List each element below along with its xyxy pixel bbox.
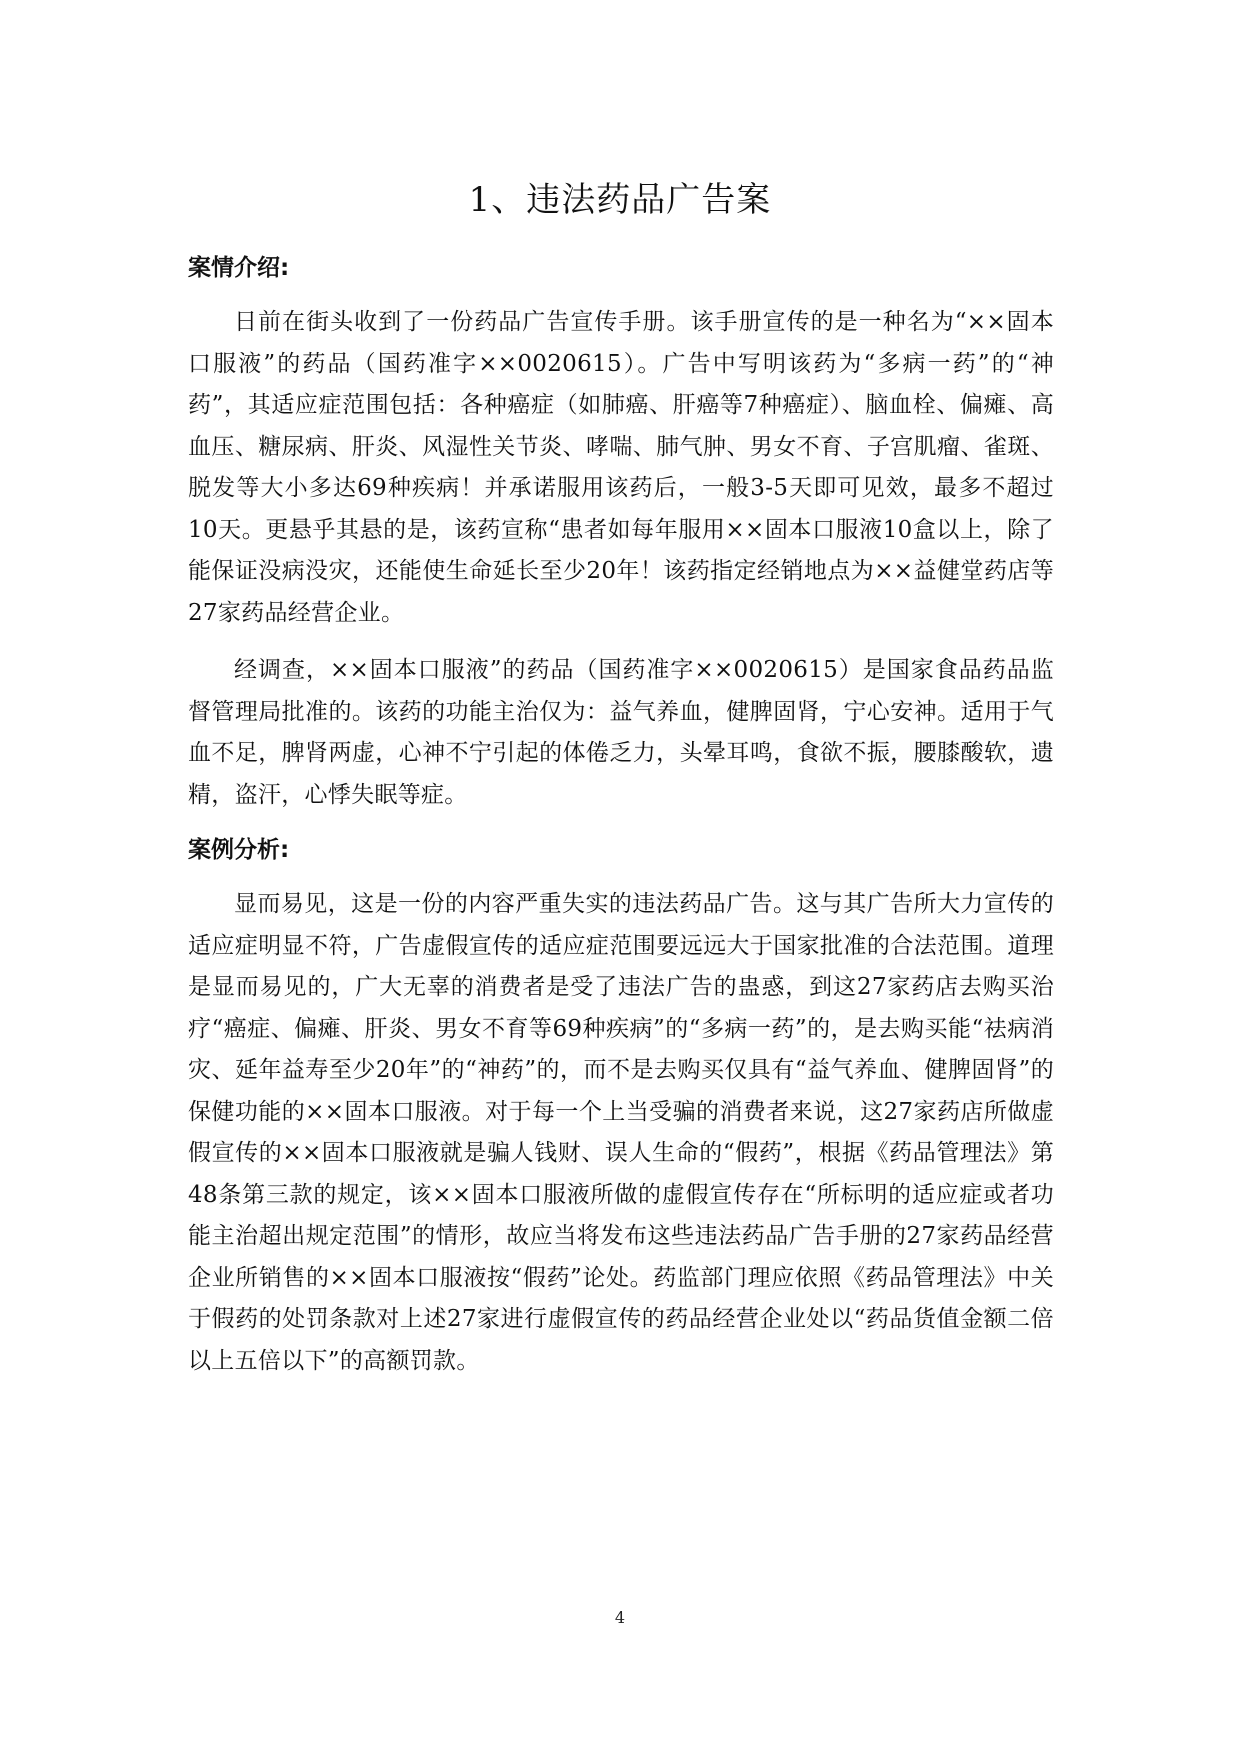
page-title: 1、违法药品广告案 bbox=[468, 180, 772, 220]
document-body bbox=[188, 248, 1054, 1398]
section-heading: 案情介绍: bbox=[188, 255, 290, 281]
paragraph: 日前在街头收到了一份药品广告宣传手册。该手册宣传的是一种名为“××固本口服液”的药品（国药准字××0020615）。广告中写明该药为“多病一药”的“神药”，其适应症范围包括：各种癌症（如肺癌、肝癌等7种癌症）、脑血栓、偏瘫、高血压、糖尿病、肝炎、风湿性关节炎、哮喘、肺气肿、男女不育、子宫肌瘤、雀斑、脱发等大小多达69种疾病！并承诺服用该药后，一般3-5天即可见效，最多不超过10天。更悬乎其悬的是，该药宣称“患者如每年服用××固本口服液10盒以上，除了能保证没病没灾，还能使生命延长至少20年！该药指定经销地点为××益健堂药店等27家药品经营企业。 bbox=[188, 309, 1054, 626]
section-heading: 案例分析: bbox=[188, 837, 290, 863]
paragraph: 经调查，××固本口服液”的药品（国药准字××0020615）是国家食品药品监督管理局批准的。该药的功能主治仅为：益气养血，健脾固肾，宁心安神。适用于气血不足，脾肾两虚，心神不宁引起的体倦乏力，头晕耳鸣，食欲不振，腰膝酸软，遗精，盗汗，心悸失眠等症。 bbox=[188, 657, 1054, 808]
section-case-introduction bbox=[188, 248, 1054, 816]
section-case-analysis bbox=[188, 830, 1054, 1382]
paragraph: 显而易见，这是一份的内容严重失实的违法药品广告。这与其广告所大力宣传的适应症明显不符，广告虚假宣传的适应症范围要远远大于国家批准的合法范围。道理是显而易见的，广大无辜的消费者是受了违法广告的蛊惑，到这27家药店去购买治疗“癌症、偏瘫、肝炎、男女不育等69种疾病”的“多病一药”的，是去购买能“祛病消灾、延年益寿至少20年”的“神药”的，而不是去购买仅具有“益气养血、健脾固肾”的保健功能的××固本口服液。对于每一个上当受骗的消费者来说，这27家药店所做虚假宣传的××固本口服液就是骗人钱财、误人生命的“假药”，根据《药品管理法》第48条第三款的规定，该××固本口服液所做的虚假宣传存在“所标明的适应症或者功能主治超出规定范围”的情形，故应当将发布这些违法药品广告手册的27家药品经营企业所销售的××固本口服液按“假药”论处。药监部门理应依照《药品管理法》中关于假药的处罚条款对上述27家进行虚假宣传的药品经营企业处以“药品货值金额二倍以上五倍以下”的高额罚款。 bbox=[188, 891, 1054, 1374]
page-number: 4 bbox=[614, 1608, 626, 1627]
